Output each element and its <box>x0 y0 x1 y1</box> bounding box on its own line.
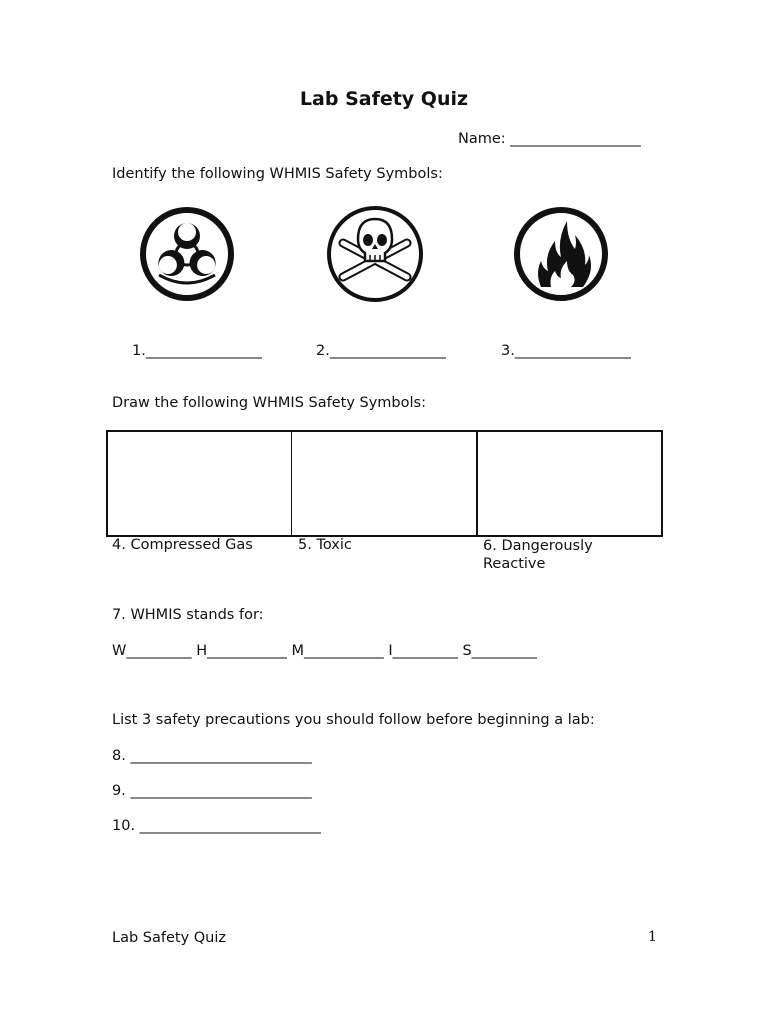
page-number: 1 <box>648 929 657 945</box>
identify-prompt: Identify the following WHMIS Safety Symbols: <box>112 166 443 182</box>
precautions-prompt: List 3 safety precautions you should follow before beginning a lab: <box>112 712 595 728</box>
draw-box-dangerously-reactive[interactable] <box>478 432 661 535</box>
answer-8[interactable]: 8. _________________________ <box>112 748 312 764</box>
flame-icon <box>511 203 611 305</box>
biohazard-icon <box>137 203 237 305</box>
name-field[interactable]: Name: __________________ <box>458 131 641 147</box>
label-toxic: 5. Toxic <box>298 537 352 553</box>
drawing-grid <box>106 430 663 537</box>
answer-9[interactable]: 9. _________________________ <box>112 783 312 799</box>
answer-3[interactable]: 3.________________ <box>501 343 631 359</box>
page-title: Lab Safety Quiz <box>299 88 469 110</box>
label-compressed-gas: 4. Compressed Gas <box>112 537 253 553</box>
draw-box-toxic[interactable] <box>292 432 477 535</box>
answer-2[interactable]: 2.________________ <box>316 343 446 359</box>
q7-prompt: 7. WHMIS stands for: <box>112 607 264 623</box>
answer-10[interactable]: 10. _________________________ <box>112 818 321 834</box>
footer-title: Lab Safety Quiz <box>112 930 227 946</box>
draw-box-compressed-gas[interactable] <box>108 432 292 535</box>
draw-prompt: Draw the following WHMIS Safety Symbols: <box>112 395 426 411</box>
label-dangerously-reactive: 6. Dangerously Reactive <box>483 538 593 572</box>
answer-1[interactable]: 1.________________ <box>132 343 262 359</box>
whmis-fill-in[interactable]: W_________ H___________ M___________ I_________ S_________ <box>112 643 537 659</box>
skull-crossbones-icon <box>325 203 425 305</box>
